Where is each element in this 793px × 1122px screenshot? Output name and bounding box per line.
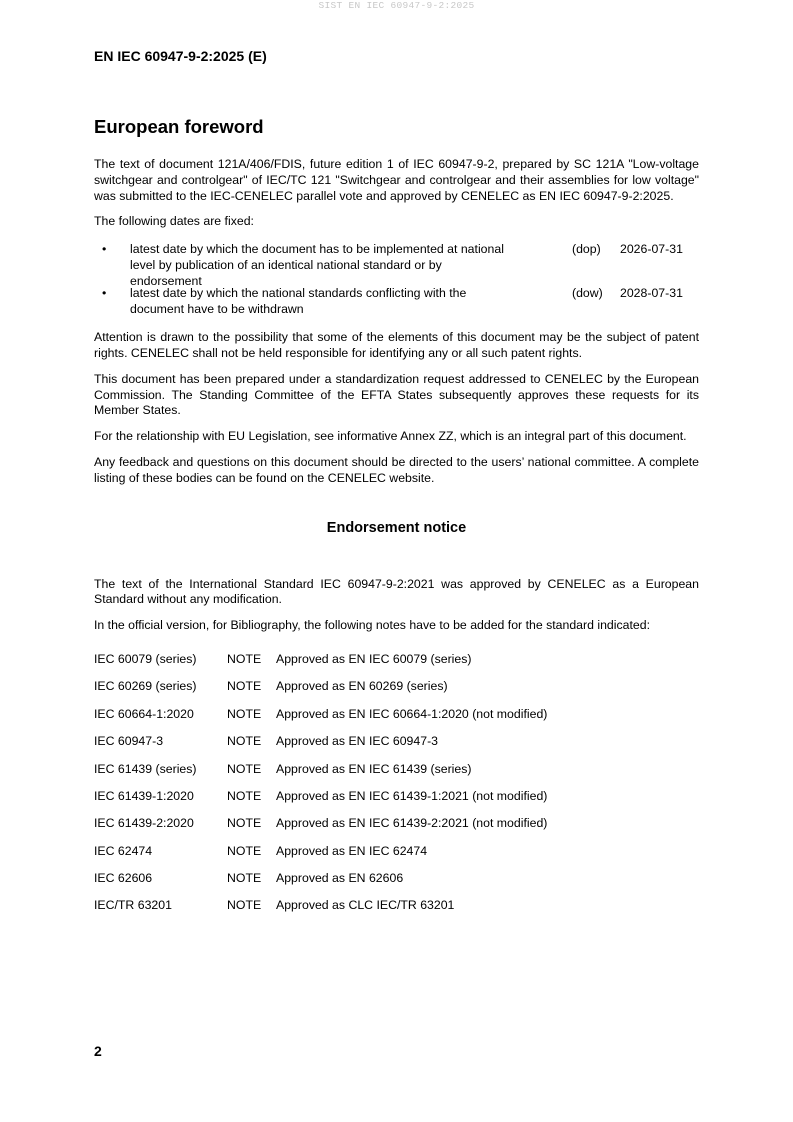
note-text: Approved as EN 62606: [276, 871, 404, 886]
note-label: NOTE: [227, 843, 262, 858]
patent-paragraph: Attention is drawn to the possibility that some of the elements of this document may be the subject of patent rights. CENELEC shall not be held responsible for identifying any or all such patent rights.: [94, 330, 699, 360]
notes-list: [94, 652, 699, 926]
note-text: Approved as EN IEC 61439-2:2021 (not modified): [276, 816, 548, 831]
notes-intro: In the official version, for Bibliography, the following notes have to be added for the standard indicated:: [94, 618, 650, 633]
note-text: Approved as EN 60269 (series): [276, 679, 448, 694]
note-text: Approved as EN IEC 60079 (series): [276, 651, 472, 666]
note-row: [94, 844, 699, 871]
bullet: •: [102, 242, 107, 257]
watermark: SIST EN IEC 60947-9-2:2025: [318, 0, 475, 11]
note-text: Approved as EN IEC 61439 (series): [276, 761, 472, 776]
note-text: Approved as EN IEC 60664-1:2020 (not modified): [276, 706, 548, 721]
note-row: [94, 871, 699, 898]
note-row: [94, 734, 699, 761]
foreword-title: European foreword: [94, 116, 264, 137]
date-item-date: 2028-07-31: [620, 286, 683, 301]
note-standard: IEC 62606: [94, 871, 153, 886]
note-label: NOTE: [227, 761, 262, 776]
note-row: [94, 707, 699, 734]
note-row: [94, 789, 699, 816]
note-label: NOTE: [227, 898, 262, 913]
note-row: [94, 652, 699, 679]
note-label: NOTE: [227, 706, 262, 721]
note-standard: IEC 60947-3: [94, 734, 164, 749]
note-label: NOTE: [227, 788, 262, 803]
note-row: [94, 898, 699, 925]
date-item: [94, 242, 699, 288]
endorsement-title: Endorsement notice: [326, 519, 467, 536]
note-label: NOTE: [227, 734, 262, 749]
note-standard: IEC 60664-1:2020: [94, 706, 194, 721]
note-text: Approved as EN IEC 60947-3: [276, 734, 439, 749]
note-standard: IEC/TR 63201: [94, 898, 172, 913]
endorsement-paragraph: The text of the International Standard IEC 60947-9-2:2021 was approved by CENELEC as a European Standard without any modification.: [94, 576, 699, 607]
date-item: [94, 286, 699, 318]
date-item-date: 2026-07-31: [620, 242, 683, 257]
note-text: Approved as EN IEC 62474: [276, 843, 428, 858]
note-text: Approved as CLC IEC/TR 63201: [276, 898, 455, 913]
page-number: 2: [94, 1043, 102, 1059]
note-row: [94, 679, 699, 706]
document-id: EN IEC 60947-9-2:2025 (E): [94, 48, 267, 64]
legislation-paragraph: For the relationship with EU Legislation, see informative Annex ZZ, which is an integral part of this document.: [94, 429, 687, 444]
foreword-paragraph: The text of document 121A/406/FDIS, future edition 1 of IEC 60947-9-2, prepared by SC 121A "Low-voltage switchgear and controlgear" of IEC/TC 121 "Switchgear and controlgear and their assemblies for low voltage" was submitted to the IEC-CENELEC parallel vote and approved by CENELEC as EN IEC 60947-9-2:2025.: [94, 157, 699, 203]
note-standard: IEC 60079 (series): [94, 651, 197, 666]
date-item-code: (dop): [572, 242, 601, 257]
note-standard: IEC 61439 (series): [94, 761, 197, 776]
note-standard: IEC 61439-1:2020: [94, 788, 194, 803]
note-label: NOTE: [227, 651, 262, 666]
dates-intro: The following dates are fixed:: [94, 214, 254, 229]
note-text: Approved as EN IEC 61439-1:2021 (not modified): [276, 788, 548, 803]
note-standard: IEC 60269 (series): [94, 679, 197, 694]
date-item-text: latest date by which the document has to be implemented at national level by publication of an identical national standard or by endorsement: [130, 242, 504, 288]
date-item-code: (dow): [572, 286, 603, 301]
note-row: [94, 816, 699, 843]
note-label: NOTE: [227, 679, 262, 694]
note-standard: IEC 61439-2:2020: [94, 816, 194, 831]
page-content: [94, 116, 699, 926]
date-item-text: latest date by which the national standards conflicting with the document have to be withdrawn: [130, 286, 467, 316]
note-label: NOTE: [227, 871, 262, 886]
feedback-paragraph: Any feedback and questions on this document should be directed to the users’ national committee. A complete listing of these bodies can be found on the CENELEC website.: [94, 454, 699, 485]
note-row: [94, 762, 699, 789]
note-standard: IEC 62474: [94, 843, 153, 858]
note-label: NOTE: [227, 816, 262, 831]
bullet: •: [102, 286, 107, 301]
request-paragraph: This document has been prepared under a standardization request addressed to CENELEC by the European Commission. The Standing Committee of the EFTA States subsequently approves these requests for its Member States.: [94, 371, 699, 418]
